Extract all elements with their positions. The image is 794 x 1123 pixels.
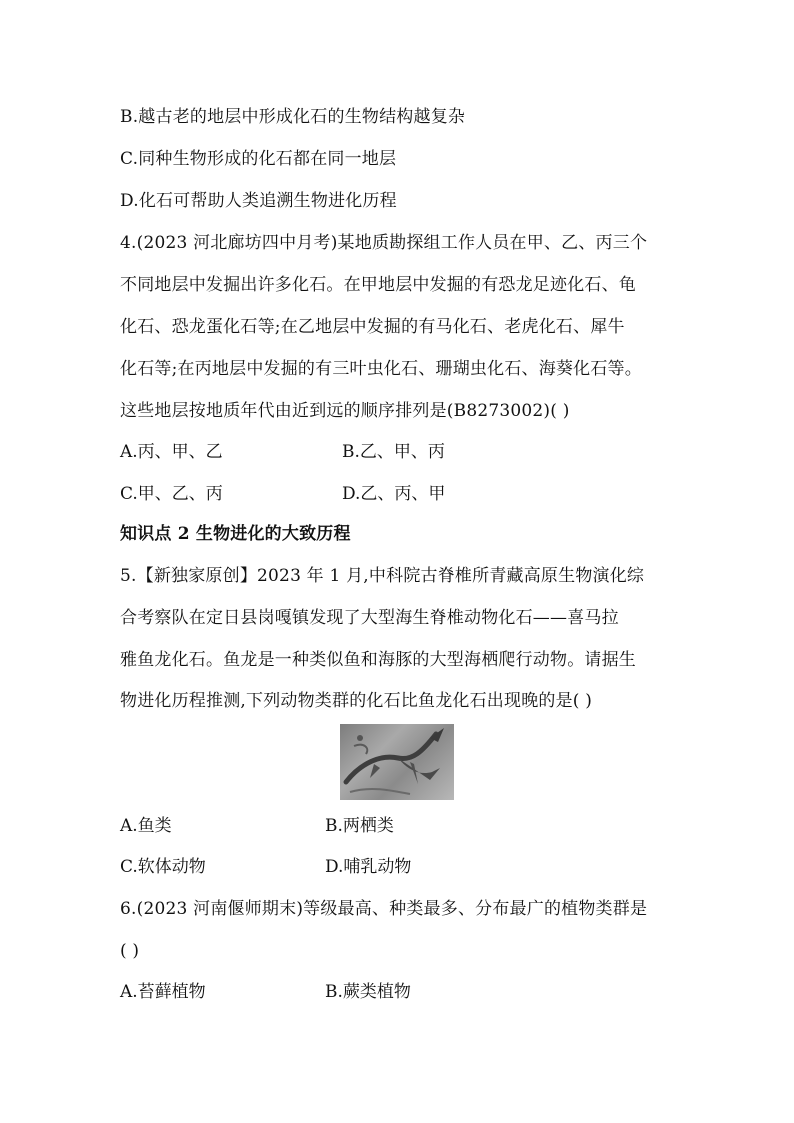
q5-option-a: A.鱼类 xyxy=(120,816,172,836)
q4-option-b: B.乙、甲、丙 xyxy=(342,442,445,462)
q4-option-c: C.甲、乙、丙 xyxy=(120,484,223,504)
q5-stem-line-1: 5.【新独家原创】2023 年 1 月,中科院古脊椎所青藏高原生物演化综 xyxy=(120,566,645,586)
q4-stem-line-4: 化石等;在丙地层中发掘的有三叶虫化石、珊瑚虫化石、海葵化石等。 xyxy=(120,359,642,379)
q5-option-c: C.软体动物 xyxy=(120,857,206,877)
q5-stem-line-2: 合考察队在定日县岗嘎镇发现了大型海生脊椎动物化石——喜马拉 xyxy=(120,608,619,628)
q4-stem-line-3: 化石、恐龙蛋化石等;在乙地层中发掘的有马化石、老虎化石、犀牛 xyxy=(120,317,625,337)
q6-stem-line-2: ( ) xyxy=(120,941,140,961)
q6-option-a: A.苔藓植物 xyxy=(120,982,206,1002)
section-heading: 知识点 2 生物进化的大致历程 xyxy=(120,524,351,544)
q3-option-c: C.同种生物形成的化石都在同一地层 xyxy=(120,149,397,169)
q5-stem-line-3: 雅鱼龙化石。鱼龙是一种类似鱼和海豚的大型海栖爬行动物。请据生 xyxy=(120,650,636,670)
ichthyosaur-fossil-image xyxy=(340,724,454,800)
q5-option-d: D.哺乳动物 xyxy=(325,857,412,877)
q4-option-d: D.乙、丙、甲 xyxy=(342,484,446,504)
q3-option-d: D.化石可帮助人类追溯生物进化历程 xyxy=(120,191,397,211)
q5-stem-line-4: 物进化历程推测,下列动物类群的化石比鱼龙化石出现晚的是( ) xyxy=(120,691,593,711)
q6-stem-line-1: 6.(2023 河南偃师期末)等级最高、种类最多、分布最广的植物类群是 xyxy=(120,899,648,919)
q4-stem-line-1: 4.(2023 河北廊坊四中月考)某地质勘探组工作人员在甲、乙、丙三个 xyxy=(120,233,648,253)
q4-stem-line-2: 不同地层中发掘出许多化石。在甲地层中发掘的有恐龙足迹化石、龟 xyxy=(120,275,636,295)
q4-option-a: A.丙、甲、乙 xyxy=(120,442,223,462)
q5-option-b: B.两栖类 xyxy=(325,816,394,836)
q6-option-b: B.蕨类植物 xyxy=(325,982,411,1002)
q4-stem-line-5: 这些地层按地质年代由近到远的顺序排列是(B8273002)( ) xyxy=(120,401,570,421)
q3-option-b: B.越古老的地层中形成化石的生物结构越复杂 xyxy=(120,107,466,127)
